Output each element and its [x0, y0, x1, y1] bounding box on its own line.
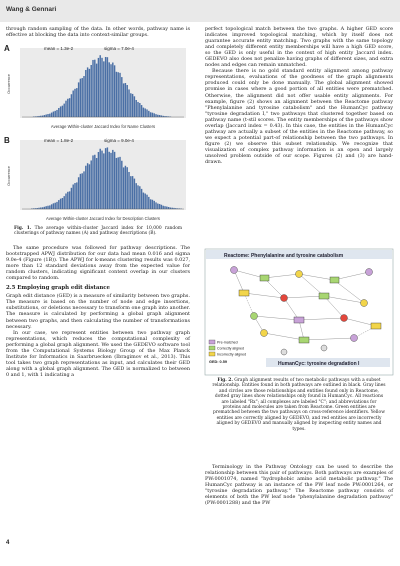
histogram-bar [119, 73, 120, 117]
histogram-bar [83, 76, 84, 117]
histogram-bar [78, 82, 79, 117]
histogram-bar [125, 166, 126, 209]
histogram-bar [153, 113, 154, 117]
histogram-bar [90, 65, 91, 117]
histogram-bar [72, 184, 73, 209]
histogram-bar [150, 199, 151, 209]
histogram-bar [121, 161, 122, 209]
histogram-bar [143, 108, 144, 117]
panel-a-mean: mean = 1.3e-2 [44, 46, 74, 51]
histogram-bar [47, 114, 48, 117]
histogram-bar [117, 72, 118, 117]
histogram-bar [148, 111, 149, 117]
histogram-b [4, 134, 190, 224]
histogram-bar [49, 114, 50, 117]
histogram-bar [132, 94, 133, 117]
histogram-bar [99, 149, 100, 209]
panel-b-label: B [4, 136, 10, 145]
legend-correct: Correctly aligned [217, 346, 244, 351]
histogram-bar [62, 106, 63, 117]
panel-a-sigma: sigma = 7.0e-4 [104, 46, 134, 51]
histogram-bar [126, 167, 127, 209]
reactome-title: Reactome: Phenylalanine and tyrosine catabolism [224, 253, 344, 259]
histogram-bar [58, 200, 59, 209]
histogram-bar [164, 206, 165, 209]
histogram-bar [58, 108, 59, 117]
histogram-bar [126, 85, 127, 117]
histogram-bar [85, 166, 86, 209]
histogram-bar [89, 69, 90, 117]
histogram-bar [92, 60, 93, 117]
histogram-bar [103, 153, 104, 209]
histogram-bar [96, 158, 97, 209]
histogram-bar [45, 114, 46, 117]
histogram-bar [116, 158, 117, 209]
histogram-bar [161, 115, 162, 117]
histogram-bar [125, 83, 126, 117]
histogram-bar [110, 153, 111, 209]
pathway-alignment-diagram [204, 248, 394, 376]
histogram-bar [152, 200, 153, 209]
histogram-bar [155, 114, 156, 117]
figure-1-caption [14, 226, 182, 237]
histogram-bar [134, 96, 135, 117]
header-title: Wang & Gennari [6, 6, 57, 13]
histogram-bar [162, 206, 163, 209]
right-paragraph-1: perfect topological match between the two graphs. A higher GED score indicates improved topological matching, which by itself does not guarantee accurate entity matching. Two graphs with the same topology and completely different entity memberships will have a high GED score, so the GED is only useful in the context of high entity Jaccard index. GEDEVO also does not penalize having graphs of different sizes, and extra nodes and edges can remain unmatched. [205, 26, 393, 69]
histogram-bar [69, 191, 70, 209]
histogram-bar [80, 79, 81, 117]
histogram-bar [135, 183, 136, 209]
left-paragraph-3: In our case, we represent entities between two pathway graph representations, which reduces the computational complexity of performing a global graph alignment. We used the GEDEVO software tool from the Computational Systems Biology Group of the Max Planck Institute for Informatics in Saarbruecken (Ibragimov et al., 2013). This tool takes two graph representations as input, and calculates their GED along with a global graph alignment. The GED is normalized to between 0 and 1, with 1 indicating a [6, 329, 190, 378]
left-column [6, 26, 190, 38]
panel-a-label: A [4, 44, 10, 53]
histogram-bar [98, 58, 99, 117]
histogram-bar [139, 186, 140, 209]
histogram-bar [128, 89, 129, 117]
histogram-bar [44, 115, 45, 117]
humancyc-title: HumanCyc: tyrosine degradation I [278, 361, 360, 367]
histogram-bar [114, 65, 115, 117]
histogram-bar [128, 172, 129, 209]
legend-incorrect: Incorrectly aligned [217, 352, 247, 357]
histogram-bar [123, 83, 124, 117]
histogram-bar [54, 111, 55, 117]
histogram-bar [89, 164, 90, 209]
histogram-bar [78, 177, 79, 209]
histogram-bar [105, 148, 106, 209]
histogram-bar [170, 208, 171, 209]
histogram-bar [60, 199, 61, 209]
histogram-bar [132, 176, 133, 209]
histogram-bar [42, 116, 43, 117]
histogram-bar [62, 198, 63, 209]
histogram-bar [40, 207, 41, 209]
histogram-bar [103, 61, 104, 117]
histogram-bar [157, 115, 158, 117]
histogram-bar [168, 207, 169, 209]
histogram-bar [71, 94, 72, 117]
histogram-bar [166, 207, 167, 209]
histogram-bar [110, 64, 111, 117]
histogram-bar [53, 112, 54, 117]
histogram-bar [54, 203, 55, 209]
histogram-bar [108, 152, 109, 209]
histogram-bar [117, 157, 118, 209]
panel-b-xlabel: Average Within-cluster Jaccard Index for Description Clusters [46, 216, 160, 221]
histogram-bar [49, 205, 50, 209]
page-number: 4 [6, 540, 10, 546]
histogram-bar [123, 167, 124, 209]
figure-1-panel-b [4, 134, 190, 224]
histogram-bar [153, 201, 154, 209]
histogram-bar [114, 152, 115, 209]
histogram-bar [56, 202, 57, 209]
histogram-bar [60, 106, 61, 117]
histogram-bar [146, 195, 147, 209]
histogram-bar [101, 151, 102, 209]
figure-2-caption [212, 378, 386, 432]
histogram-bar [72, 91, 73, 117]
histogram-bar [159, 115, 160, 117]
histogram-bar [137, 102, 138, 117]
histogram-bar [155, 202, 156, 209]
histogram-bar [112, 150, 113, 209]
histogram-bar [63, 196, 64, 209]
histogram-bar [44, 207, 45, 209]
histogram-bar [148, 197, 149, 209]
histogram-bar [56, 110, 57, 117]
panel-b-mean: mean = 1.8e-2 [44, 138, 74, 143]
histogram-bar [139, 103, 140, 117]
ged-score: GED: 0.59 [209, 360, 227, 364]
histogram-bar [76, 182, 77, 209]
figure-2-caption-text: Graph alignment results of two metabolic pathways with a subset relationship. Entities found in both pathways are outlined in black. Gray lines and circles are those relationships and entities found only in Reactome, dotted gray lines show relationships only found in HumanCyc. All reactions are labeled "Rx"; all complexes are labeled "C"; and abbreviations for proteins and molecules are taken from Reactome. Green entities are prematched between the two pathways on cross-reference identifiers. Yellow entities are correctly aligned by GEDEVO, and red entities are incorrectly aligned by GEDEVO and manually aligned by inspecting entity names and types. [212, 378, 386, 432]
section-2-5-title: 2.5 Employing graph edit distance [6, 285, 110, 292]
histogram-bar [143, 193, 144, 209]
histogram-bar [87, 163, 88, 209]
histogram-bar [98, 152, 99, 209]
histogram-bar [161, 205, 162, 209]
histogram-bar [63, 104, 64, 117]
histogram-bar [74, 89, 75, 117]
histogram-bar [83, 171, 84, 209]
histogram-bar [65, 101, 66, 117]
histogram-bar [141, 189, 142, 209]
histogram-bar [87, 67, 88, 117]
histogram-bar [101, 58, 102, 117]
histogram-bar [121, 77, 122, 117]
histogram-bar [81, 78, 82, 117]
right-bottom-text [205, 464, 393, 506]
figure-1-caption-label: Fig. 1. [14, 226, 32, 231]
running-header [0, 0, 400, 22]
left-body-text [6, 245, 190, 378]
figure-1-caption-text: The average within-cluster Jaccard index for 10,000 random clusterings of pathway names (A) and pathway descriptions (B). [14, 226, 183, 237]
histogram-bar [107, 147, 108, 209]
panel-b-ylabel: Occurrence [7, 166, 11, 186]
figure-2 [204, 248, 394, 376]
histogram-bar [67, 99, 68, 117]
histogram-bar [146, 109, 147, 117]
right-paragraph-3: Terminology in the Pathway Ontology can be used to describe the relationship between this pair of pathways. Both pathways are examples of PW:0001074, named "hydrophobic amino acid metabolic pathway." The HumanCyc pathway is an instance of the PW leaf node PW:0001264, or "tyrosine degradation pathway." The Reactome pathway consists of elements of both the PW leaf node "phenylalanine degradation pathway" (PW:0001288) and the PW [205, 464, 393, 507]
histogram-bar [134, 179, 135, 209]
histogram-bar [94, 155, 95, 209]
histogram-bar [51, 113, 52, 117]
histogram-bar [135, 100, 136, 117]
legend-prematched: Pre-matched [217, 340, 238, 345]
histogram-bar [74, 183, 75, 209]
panel-b-sigma: sigma = 9.0e-4 [104, 138, 134, 143]
histogram-bar [144, 194, 145, 210]
histogram-bar [67, 192, 68, 209]
histogram-bar [116, 72, 117, 117]
histogram-bar [152, 113, 153, 117]
histogram-bar [65, 193, 66, 209]
histogram-bar [112, 63, 113, 117]
panel-a-xlabel: Average Within-cluster Jaccard Index for Name Clusters [50, 124, 156, 129]
histogram-bar [159, 204, 160, 209]
figure-2-caption-label: Fig. 2. [217, 378, 233, 383]
left-intro-paragraph: through random sampling of the data. In other words, pathway name is effective at blocking the data into context-similar groups. [6, 26, 190, 39]
histogram-bar [90, 160, 91, 209]
histogram-bar [108, 62, 109, 117]
histogram-bar [92, 155, 93, 209]
histogram-bar [119, 157, 120, 209]
histogram-bar [144, 108, 145, 117]
histogram-bar [85, 70, 86, 117]
histogram-bar [45, 206, 46, 209]
histogram-bar [81, 173, 82, 209]
histogram-bar [141, 105, 142, 117]
histogram-bar [71, 188, 72, 209]
histogram-bar [130, 176, 131, 209]
histogram-bar [105, 57, 106, 117]
histogram-a [4, 42, 190, 132]
histogram-bar [51, 204, 52, 209]
panel-a-ylabel: Occurrence [7, 74, 11, 94]
histogram-bar [94, 60, 95, 117]
right-column-text [205, 26, 393, 165]
histogram-bar [69, 98, 70, 117]
histogram-bar [157, 204, 158, 209]
histogram-bar [53, 203, 54, 209]
left-paragraph-1: The same procedure was followed for pathway descriptions. The bootstrapped APWJ distribution for our data had mean 0.016 and sigma 9.0e-4 (Figure (1B)). The APWJ for k-means clustering results was 0.027, more than 12 standard deviations away from the expected value for random clusters, indicating significant content overlap in our clusters compared to random. [6, 245, 190, 282]
histogram-bar [47, 206, 48, 209]
histogram-bar [99, 55, 100, 117]
right-paragraph-2: Because there is no gold standard entity alignment among pathway representations, evaluations of the goodness of the graph alignments produced could only be done manually. The global alignment showed promise in cases where a good portion of all entities were prematched. Otherwise, the alignment did not offer usable entity alignments. For example, figure (2) shows an alignment between the Reactome pathway "Phenylalanine and tyrosine catabolism" and the HumanCyc pathway "tyrosine degradation I," two pathways that clustered together based on pathway name (t-stil scores. The entity memberships of the pathways show overlap (Jaccard index = 0.43). In this case, the entities in the HumanCyc pathway are actually a subset of the entities in the Reactome pathway, so we expect a potential part-of relationship between the two pathways. In figure (2) we observe this subset relationship. We recognize that visualization of complex pathway information is an open and largely unsolved problem outside of our scope. Figures (2) and (3) are hand-drawn. [205, 68, 393, 166]
left-paragraph-2: Graph edit distance (GED) is a measure of similarity between two graphs. The measure is based on the number of node and edge insertions, substitutions, or deletions necessary to transform one graph into another. The measure is calculated by performing a global graph alignment between two graphs, and then calculating the number of transformations necessary. [6, 293, 190, 330]
histogram-bar [107, 57, 108, 117]
histogram-bar [137, 185, 138, 209]
histogram-bar [80, 174, 81, 209]
histogram-bar [130, 93, 131, 117]
histogram-bar [96, 64, 97, 117]
histogram-bar [76, 88, 77, 117]
histogram-bar [150, 112, 151, 117]
histogram-bar [42, 207, 43, 209]
figure-1-panel-a [4, 42, 190, 132]
